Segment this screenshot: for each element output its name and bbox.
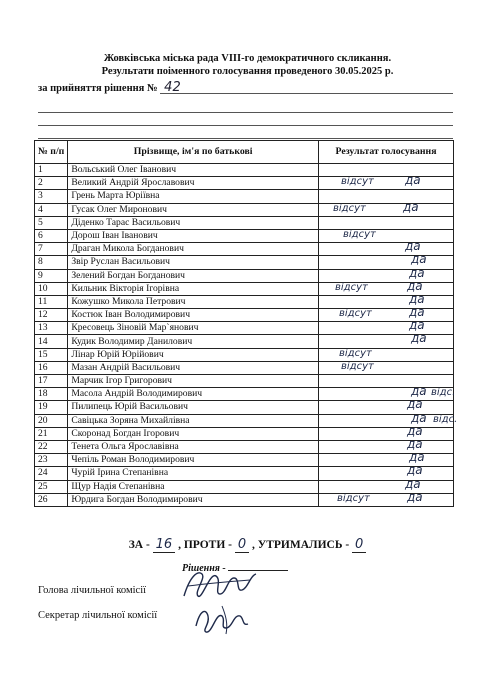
- table-row: [35, 203, 454, 216]
- row-vote-result: [319, 375, 454, 388]
- row-deputy-name: Лінар Юрій Юрійович: [68, 348, 319, 361]
- table-row: [35, 480, 454, 493]
- handwritten-yes-mark: да: [407, 463, 423, 478]
- row-deputy-name: Драган Микола Богданович: [68, 243, 319, 256]
- row-vote-result: [319, 463, 454, 480]
- row-deputy-name: Кожушко Микола Петрович: [68, 295, 319, 308]
- row-vote-result: [319, 361, 454, 374]
- row-deputy-name: Мазан Андрій Васильович: [68, 361, 319, 374]
- za-value: 16: [153, 537, 176, 553]
- handwritten-yes-mark: да: [405, 476, 421, 491]
- row-deputy-name: Зелений Богдан Богданович: [68, 269, 319, 282]
- header-council-title: Жовківська міська рада VIII-го демократичного скликання.: [103, 53, 392, 64]
- row-vote-result: [319, 252, 454, 269]
- table-row: [35, 322, 454, 335]
- decision-underline: [160, 93, 453, 94]
- proty-label: , ПРОТИ -: [178, 539, 232, 551]
- blank-line: [38, 112, 453, 113]
- handwritten-yes-mark: да: [407, 278, 423, 293]
- handwritten-yes-mark: да: [411, 252, 427, 267]
- row-vote-result: [319, 423, 454, 440]
- row-vote-result: [319, 164, 454, 177]
- table-row: [35, 454, 454, 467]
- utrym-label: , УТРИМАЛИСЬ -: [252, 539, 350, 551]
- handwritten-yes-mark: да: [409, 318, 425, 333]
- row-vote-result: [319, 450, 454, 467]
- row-number: 17: [35, 375, 68, 388]
- blank-line: [38, 125, 453, 126]
- row-number: 7: [35, 243, 68, 256]
- row-vote-result: [319, 348, 454, 361]
- row-deputy-name: Звір Руслан Васильович: [68, 256, 319, 269]
- secretary-label: Секретар лічильної комісії: [38, 610, 158, 621]
- row-number: 9: [35, 269, 68, 282]
- row-number: 22: [35, 440, 68, 453]
- table-row: [35, 229, 454, 242]
- vote-table: [34, 140, 458, 507]
- table-row: [35, 309, 454, 322]
- handwritten-absent-mark: відс.: [433, 413, 458, 425]
- handwritten-absent-mark: відсут: [339, 347, 372, 359]
- vote-table-body: [35, 164, 458, 507]
- row-deputy-name: Великий Андрій Ярославович: [68, 177, 319, 190]
- row-vote-result: [319, 278, 454, 295]
- row-vote-result: [319, 173, 454, 190]
- row-number: 14: [35, 335, 68, 348]
- row-vote-result: [319, 318, 454, 335]
- col-name-header: Прізвище, ім'я по батькові: [68, 141, 319, 164]
- handwritten-absent-mark: відсут: [341, 360, 374, 372]
- table-row: [35, 295, 454, 308]
- row-vote-result: [319, 436, 454, 453]
- row-deputy-name: Кресовець Зіновій Мар`янович: [68, 322, 319, 335]
- handwritten-absent-mark: відсут: [339, 308, 372, 320]
- row-vote-result: [319, 384, 456, 401]
- utrym-value: 0: [352, 537, 366, 553]
- row-deputy-name: Грень Марта Юріївна: [68, 190, 319, 203]
- row-deputy-name: Вольський Олег Іванович: [68, 164, 319, 177]
- row-number: 23: [35, 454, 68, 467]
- table-row: [35, 493, 454, 506]
- row-vote-result: [319, 265, 454, 282]
- handwritten-yes-mark: да: [407, 436, 423, 451]
- decision-number: 42: [164, 80, 181, 95]
- handwritten-absent-mark: відс.: [431, 387, 456, 399]
- col-number-header: № п/п: [35, 141, 68, 164]
- handwritten-yes-mark: да: [409, 305, 425, 320]
- row-number: 8: [35, 256, 68, 269]
- handwritten-absent-mark: відсут: [333, 202, 366, 214]
- table-row: [35, 361, 454, 374]
- table-row: [35, 375, 454, 388]
- table-row: [35, 243, 454, 256]
- row-number: 10: [35, 282, 68, 295]
- secretary-signature: [192, 602, 252, 636]
- row-number: 13: [35, 322, 68, 335]
- handwritten-yes-mark: да: [407, 397, 423, 412]
- row-deputy-name: Кудик Володимир Данилович: [68, 335, 319, 348]
- handwritten-absent-mark: відсут: [343, 228, 376, 240]
- row-vote-result: [319, 410, 458, 427]
- handwritten-yes-mark: да: [407, 489, 423, 504]
- row-deputy-name: Савіцька Зоряна Михайлівна: [68, 414, 319, 427]
- handwritten-yes-mark: да: [409, 291, 425, 306]
- row-number: 11: [35, 295, 68, 308]
- col-result-header: Результат голосування: [319, 141, 454, 164]
- handwritten-yes-mark: да: [403, 199, 419, 214]
- row-vote-result: [319, 476, 454, 493]
- row-deputy-name: Скоронад Богдан Ігорович: [68, 427, 319, 440]
- vote-summary: [0, 537, 495, 552]
- handwritten-yes-mark: да: [405, 239, 421, 254]
- table-row: [35, 216, 454, 229]
- decision-result-label: Рішення -: [182, 563, 226, 574]
- row-deputy-name: Масола Андрій Володимирович: [68, 388, 319, 401]
- row-deputy-name: Марчик Ігор Григорович: [68, 375, 319, 388]
- table-row: [35, 177, 454, 190]
- row-number: 16: [35, 361, 68, 374]
- row-deputy-name: Щур Надія Степанівна: [68, 480, 319, 493]
- handwritten-absent-mark: відсут: [341, 176, 374, 188]
- handwritten-yes-mark: да: [409, 265, 425, 280]
- handwritten-absent-mark: відсут: [335, 281, 368, 293]
- chair-signature: [180, 566, 260, 602]
- row-deputy-name: Тенета Ольга Ярославівна: [68, 440, 319, 453]
- row-vote-result: [319, 291, 454, 308]
- table-row: [35, 348, 454, 361]
- row-deputy-name: Чурій Ірина Степанівна: [68, 467, 319, 480]
- row-vote-result: [319, 216, 454, 229]
- row-number: 25: [35, 480, 68, 493]
- row-number: 5: [35, 216, 68, 229]
- handwritten-yes-mark: да: [411, 410, 427, 425]
- row-deputy-name: Пилипець Юрій Васильович: [68, 401, 319, 414]
- row-number: 19: [35, 401, 68, 414]
- row-number: 26: [35, 493, 68, 506]
- row-vote-result: [319, 489, 454, 506]
- row-vote-result: [319, 239, 454, 256]
- chair-label: Голова лічильної комісії: [38, 585, 147, 596]
- row-vote-result: [319, 397, 454, 414]
- row-deputy-name: Дорош Іван Іванович: [68, 229, 319, 242]
- handwritten-yes-mark: да: [407, 423, 423, 438]
- row-number: 1: [35, 164, 68, 177]
- handwritten-yes-mark: да: [411, 331, 427, 346]
- row-deputy-name: Діденко Тарас Васильович: [68, 216, 319, 229]
- row-number: 3: [35, 190, 68, 203]
- row-vote-result: [319, 190, 454, 203]
- table-row: [35, 467, 454, 480]
- table-row: [35, 282, 454, 295]
- blank-line: [38, 138, 453, 139]
- table-row: [35, 164, 454, 177]
- row-number: 12: [35, 309, 68, 322]
- row-vote-result: [319, 331, 454, 348]
- row-number: 20: [35, 414, 68, 427]
- header-vote-results: Результати поіменного голосування проведеного 30.05.2025 р.: [101, 66, 394, 77]
- table-row: [35, 269, 454, 282]
- row-deputy-name: Чепіль Роман Володимирович: [68, 454, 319, 467]
- row-vote-result: [319, 229, 454, 242]
- row-vote-result: [319, 199, 454, 216]
- table-row: [35, 190, 454, 203]
- za-label: ЗА -: [128, 539, 150, 551]
- row-number: 21: [35, 427, 68, 440]
- handwritten-absent-mark: відсут: [337, 492, 370, 504]
- row-number: 2: [35, 177, 68, 190]
- decision-label: за прийняття рішення №: [38, 83, 158, 94]
- table-row: [35, 401, 454, 414]
- table-row: [35, 440, 454, 453]
- row-number: 15: [35, 348, 68, 361]
- row-vote-result: [319, 305, 454, 322]
- handwritten-yes-mark: да: [405, 173, 421, 188]
- row-number: 4: [35, 203, 68, 216]
- table-row: [35, 414, 454, 427]
- proty-value: 0: [235, 537, 249, 553]
- row-number: 6: [35, 229, 68, 242]
- row-deputy-name: Гусак Олег Миронович: [68, 203, 319, 216]
- table-row: [35, 388, 454, 401]
- row-number: 24: [35, 467, 68, 480]
- row-number: 18: [35, 388, 68, 401]
- table-row: [35, 256, 454, 269]
- row-deputy-name: Костюк Іван Володимирович: [68, 309, 319, 322]
- vote-table-header: [35, 141, 454, 164]
- row-deputy-name: Кильник Вікторія Ігорівна: [68, 282, 319, 295]
- handwritten-yes-mark: да: [411, 384, 427, 399]
- table-row: [35, 335, 454, 348]
- table-row: [35, 427, 454, 440]
- handwritten-yes-mark: да: [409, 450, 425, 465]
- row-deputy-name: Юрдига Богдан Володимирович: [68, 493, 319, 506]
